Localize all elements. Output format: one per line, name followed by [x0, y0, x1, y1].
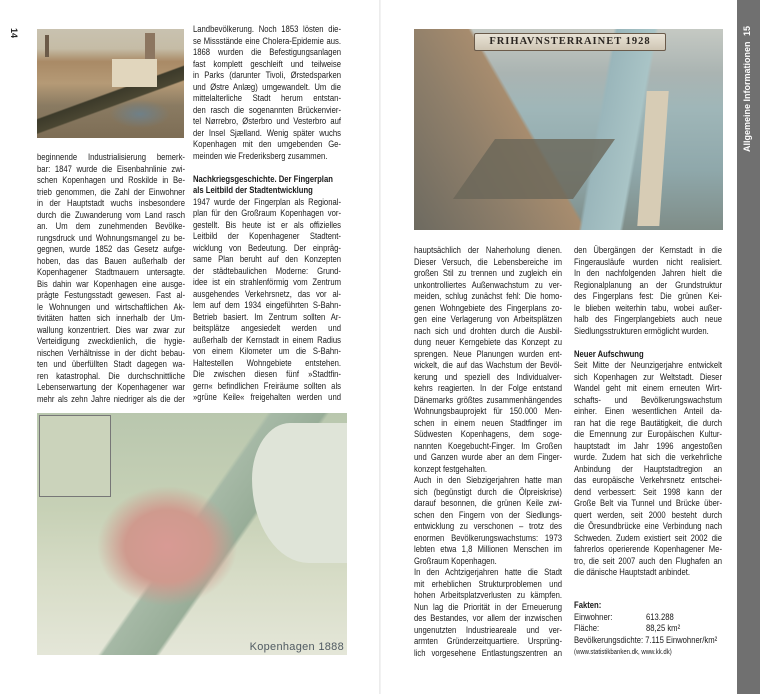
text-line: der städtebaulichen Moderne: Grund-	[193, 265, 341, 277]
fact-label: Fläche:	[574, 623, 600, 634]
text-line: 1947 wurde der Fingerplan als Regional-	[193, 196, 341, 208]
text-line: In den Achtzigerjahren hatte die Stadt	[414, 567, 562, 578]
text-line: hoben, das das Bauen außerhalb der	[37, 255, 185, 267]
text-line: konzept festgehalten.	[414, 463, 487, 475]
photo-tower	[145, 33, 155, 59]
text-line: schen in einem neuen Stadtfinger im	[414, 417, 562, 429]
map-caption: Kopenhagen 1888	[249, 641, 344, 653]
text-line: mehr als zehn Jahre niedriger als die der	[37, 393, 185, 405]
text-line: außerhalb der Kernstadt in einem Radius	[193, 334, 341, 346]
harbor-illustration	[414, 29, 723, 230]
text-line: trieb genommen, die Zahl der Einwohner	[37, 186, 185, 198]
text-line: Dänemarks größtes zusammenhängendes	[414, 394, 562, 406]
text-line: hauptstadt im Jahr 1996 angestoßen	[574, 440, 722, 452]
fact-value: 613.288	[646, 611, 674, 623]
text-line: armten Gründerzeitquartiere. Ursprüng-	[414, 636, 562, 647]
text-line: Haltestellen Wohngebiete entstehen.	[193, 357, 341, 369]
text-line: des Fingerplans fest: Die grünen Kei-	[574, 291, 722, 302]
map-water	[252, 423, 347, 563]
text-column-right-2	[574, 245, 722, 579]
photo-tower	[45, 35, 49, 57]
fact-row	[574, 623, 722, 635]
book-gutter	[379, 0, 381, 694]
fact-row	[574, 635, 722, 647]
text-line: einher. Einen wesentlichen Anteil da-	[574, 406, 722, 417]
text-line: wurde. Zudem hat sich die verkehrliche	[574, 452, 722, 463]
text-line: schen den Fingern von der Siedlungs-	[414, 509, 562, 521]
text-line: Landbevölkerung. Noch 1853 lösten die-	[193, 24, 341, 35]
text-line: Auch in den Siebzigerjahren hatte man	[414, 475, 562, 486]
section-heading: als Leitbild der Stadtentwicklung	[193, 185, 313, 196]
text-line: Regionalplanung an der Grundstruktur	[574, 279, 722, 291]
facts-box	[574, 600, 722, 658]
text-line: prägte Festungsstadt gewesen. Fast al-	[37, 290, 185, 301]
text-line: an. Um dem zunehmenden Bevölke-	[37, 221, 185, 232]
text-line: se Missstände eine Cholera-Epidemie aus.	[193, 35, 341, 47]
text-line: Bis dahin war Kopenhagen eine ausge-	[37, 278, 185, 290]
text-line: le Wohnungen und wirtschaftlichen Ak-	[37, 301, 185, 313]
text-line: kehrs reagierten. In der Folge entstand	[414, 383, 562, 394]
text-column-left-2	[193, 24, 341, 404]
text-line: die Öresundbrücke eine Verbindung nach	[574, 521, 722, 532]
harbor-banner: FRIHAVNSTERRAINET 1928	[474, 33, 666, 51]
text-line: von einem Kilometer um die S-Bahn-	[193, 346, 341, 357]
text-line: und Østre Anlæg) umgewandelt. Um die	[193, 81, 341, 93]
text-line: gern« befindlichen Freiräume sollten als	[193, 380, 341, 392]
text-line: Kopenhagener Stadtmauern untersagte.	[37, 267, 185, 278]
text-line: hauptsächlich der Naherholung dienen.	[414, 245, 562, 256]
section-heading: Nachkriegsgeschichte. Der Fingerplan	[193, 173, 333, 185]
text-line: 1868 wurden die Befestigungsanlagen	[193, 47, 341, 58]
text-line: Siedlungsstrukturen ermöglicht wurden.	[574, 325, 709, 337]
text-line: beginnende Industrialisierung bemerk-	[37, 152, 185, 163]
text-line: fahrerlos operierende Kopenhagener Me-	[574, 544, 722, 555]
text-line: idee ist ein strahlenförmig vom Zentrum	[193, 277, 341, 288]
section-sidebar	[737, 0, 760, 694]
text-line: hohen Arbeitsplatzverlusten zu kämpfen.	[414, 590, 562, 601]
text-line: die Ernennung zur Europäischen Kultur-	[574, 429, 722, 440]
text-line: ren katastrophal. Die durchschnittliche	[37, 370, 185, 382]
text-line: wallung konzentriert. Dies war zwar zur	[37, 324, 185, 336]
text-line: nach sich und drohten durch die Ausbil-	[414, 325, 562, 337]
text-line: nannten Koegebucht-Finger. Im Großen	[414, 440, 562, 452]
text-line: unkontrolliertes Außenwachstum zu ver-	[414, 279, 562, 291]
page-number-left: 14	[9, 28, 19, 39]
text-line: Kopenhagen mit den umgebenden Ge-	[193, 139, 341, 150]
text-line: Schweden. Zudem existiert seit 2002 die	[574, 532, 722, 544]
text-line: wicklung von Bedeutung. Der einpräg-	[193, 242, 341, 254]
text-line: die dänische Hauptstadt anbindet.	[574, 567, 691, 578]
text-line: den rasch die sogenannten Brückenvier-	[193, 104, 341, 116]
text-line: lich vorgesehene Entlastungszentren an	[414, 647, 562, 659]
page-number-right: 15	[742, 26, 752, 37]
text-line: meinden wie Frederiksberg zusammen.	[193, 150, 328, 162]
text-line: enormen Bevölkerungswachstums: 1973	[414, 532, 562, 544]
text-line: mit erheblichen Strukturproblemen und	[414, 578, 562, 590]
text-line: des Bestandes, vor allem der inzwischen	[414, 613, 562, 624]
text-line: und Ganzen wurde aber an dem Finger-	[414, 452, 562, 463]
text-line: Südwesten Kopenhagens, dem soge-	[414, 429, 562, 440]
text-line: halb des Fingerplangebiets auch neue	[574, 314, 722, 325]
text-line: Anbindung der Hauptstadtregion an	[574, 463, 722, 475]
text-line: Lebenserwartung der Kopenhagener war	[37, 382, 185, 393]
facts-source: (www.statistikbanken.dk, www.kk.dk)	[574, 647, 672, 656]
section-title: Allgemeine Informationen	[742, 41, 752, 152]
text-line: rungsdruck und Wohnungsmangel zu be-	[37, 232, 185, 244]
harbor-pier	[637, 91, 668, 226]
fact-value: 7.115 Einwohner/km²	[645, 634, 718, 646]
text-line: Leitbild der Kopenhagener Stadtent-	[193, 231, 341, 242]
text-line: tro, die seit 2007 auch den Flughafen an	[574, 555, 722, 567]
text-line: Betrieb basiert. Im Zentrum sollten Ar-	[193, 311, 341, 323]
text-line: sprengen. Neue Planungen wurden ent-	[414, 348, 562, 360]
text-column-right-1	[414, 245, 562, 659]
text-line: Nun lag die Priorität in der Erneuerung	[414, 601, 562, 613]
text-line: ran hat die rege Bautätigkeit, die durch	[574, 417, 722, 429]
text-line: lebten etwa 1,8 Millionen Menschen im	[414, 544, 562, 555]
text-line: Seit Mitte der Neunzigerjahre entwickelt	[574, 360, 722, 371]
text-line: bar: 1847 wurde die Eisenbahnlinie zwi-	[37, 163, 185, 175]
text-line: mittelalterliche Stadt herum entstan-	[193, 93, 341, 104]
text-line: dend verbessert: Seit 1998 kann der	[574, 486, 722, 498]
text-line: gen eine Verlagerung von Arbeitsplätzen	[414, 314, 562, 325]
fact-label: Einwohner:	[574, 611, 613, 623]
text-line: dung neuer Kerngebiete das Konzept zu	[414, 337, 562, 348]
text-line: Verteidigung zweckdienlich, die hygie-	[37, 336, 185, 347]
text-line: Die zwischen diesen fünf »Stadtfin-	[193, 369, 341, 380]
fact-value: 88,25 km²	[646, 623, 681, 634]
text-line: in Parks (darunter Tivoli, Ørstedsparken	[193, 70, 341, 81]
text-line: gestellt. Bis heute ist er als offizielles	[193, 219, 341, 231]
text-line: durch die Zuwanderung vom Land rasch	[37, 209, 185, 221]
text-line: Großraum Kopenhagen.	[414, 555, 497, 567]
text-line: same Plan beruht auf den Konzepten	[193, 254, 341, 265]
text-line: »grüne Keile« freigehalten werden und	[193, 392, 341, 403]
text-line: wickelt, die auf das Wachstum der Bevöl-	[414, 360, 562, 371]
text-line: beitsplätze angesiedelt werden und	[193, 323, 341, 334]
section-heading: Neuer Aufschwung	[574, 348, 644, 360]
text-line: ungenutzten Industrieareale und ver-	[414, 624, 562, 636]
text-line: lem auf dem 1934 eingeführten S-Bahn-	[193, 300, 341, 311]
text-line: In den nachfolgenden Jahren hielt die	[574, 268, 722, 279]
historic-city-map	[37, 413, 347, 655]
text-line: sich (begünstigt durch die Ölpreiskrise)	[414, 486, 562, 498]
facts-title: Fakten:	[574, 600, 602, 611]
text-line: Fingerausläufe wurden nicht realisiert.	[574, 256, 722, 268]
text-line: das europäische Verkehrsnetz entschei-	[574, 475, 722, 486]
text-line: gegnen, wurde 1852 das Gesetz aufge-	[37, 244, 185, 255]
text-line: in der Hauptstadt wuchs insbesondere	[37, 198, 185, 209]
text-line: darauf besonnen, die grünen Keile zwi-	[414, 498, 562, 509]
text-line: nischen Verhältnisse in der dicht bebau-	[37, 347, 185, 359]
historic-city-photo	[37, 29, 184, 138]
text-line: Wohnungsbauprojekt für 150.000 Men-	[414, 406, 562, 417]
text-line: ten und überfüllten Stadt dagegen wa-	[37, 359, 185, 370]
photo-building	[112, 59, 157, 87]
text-line: der Insel Sjælland. Wenig später wuchs	[193, 127, 341, 139]
text-line: Große Belt via Tunnel und Brücke über-	[574, 498, 722, 509]
harbor-docks	[453, 139, 615, 199]
text-line: Dieser Versuch, die Lebensbereiche im	[414, 256, 562, 268]
text-line: le blieben weiterhin tabu, wobei außer-	[574, 302, 722, 314]
text-line: sich Kopenhagen zur Weltstadt. Dieser	[574, 371, 722, 383]
text-line: tel Nørrebro, Østerbro und Vesterbro auf	[193, 116, 341, 127]
text-column-left-1	[37, 152, 185, 405]
text-line: meiden, schlug zunächst fehl: Die homo-	[414, 291, 562, 302]
text-line: den Übergängen der Kernstadt in die	[574, 245, 722, 256]
map-inset	[39, 415, 111, 497]
text-line: fast komplett geschleift und teilweise	[193, 58, 341, 70]
paragraph-gap	[193, 162, 341, 174]
text-line: entwicklung zu verschonen – trotz des	[414, 521, 562, 532]
text-line: kerung und speziell des Individualver-	[414, 371, 562, 383]
text-line: großen Stil zu trennen und zugleich ein	[414, 268, 562, 279]
text-line: genen Wohngebiete des Fingerplans zo-	[414, 302, 562, 314]
text-line: Wandel geht mit einem erneuten Wirt-	[574, 383, 722, 394]
fact-label: Bevölkerungsdichte:	[574, 634, 644, 646]
paragraph-gap	[574, 337, 722, 349]
text-line: tivitäten hatten sich innerhalb der Um-	[37, 313, 185, 324]
fact-row	[574, 612, 722, 624]
text-line: quert werden, seit 2000 besteht durch	[574, 509, 722, 521]
text-line: schen Kopenhagen und Roskilde in Be-	[37, 175, 185, 186]
text-line: ausgehendes Verkehrsnetz, das vor al-	[193, 288, 341, 300]
text-line: plan für den Großraum Kopenhagen vor-	[193, 208, 341, 219]
text-line: schafts- und Bevölkerungswachstum	[574, 394, 722, 406]
